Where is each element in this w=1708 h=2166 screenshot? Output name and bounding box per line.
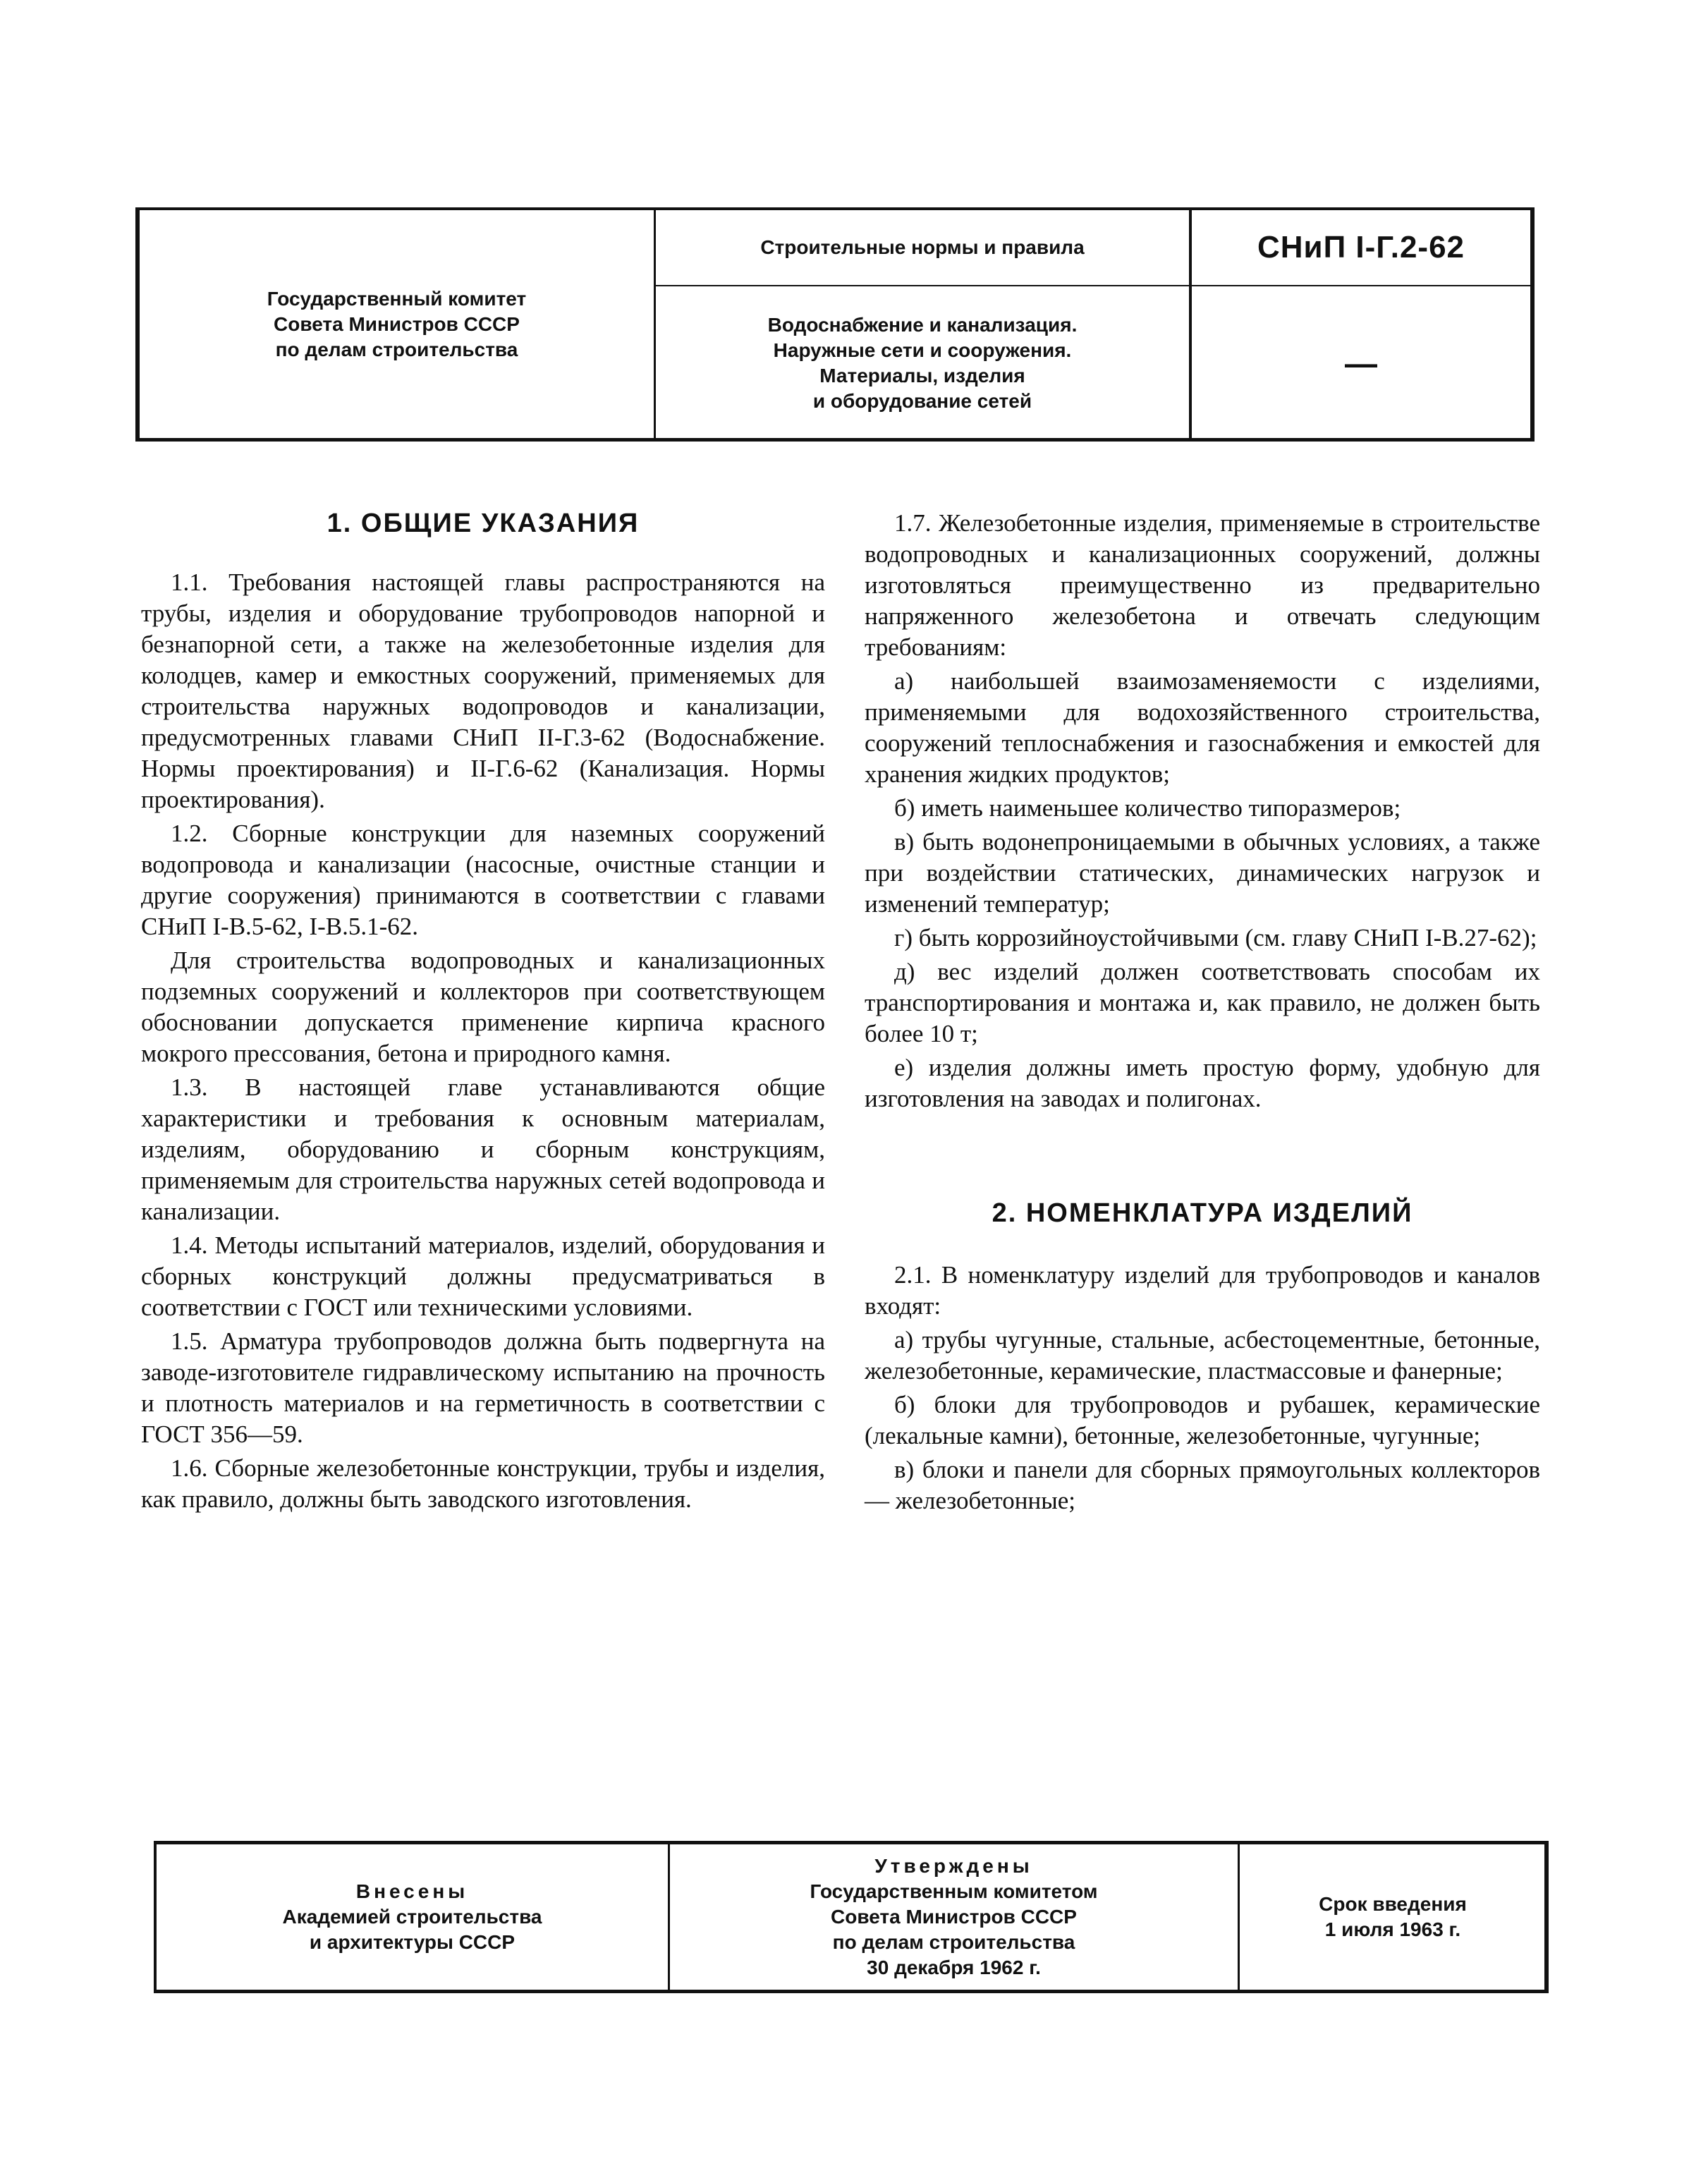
paragraph-1-1: 1.1. Требования настоящей главы распространяются на трубы, изделия и оборудование трубопроводов напорной и безнапорной сети, а также на железобетонные изделия для колодцев, камер и емкостных сооружений, применяемых для строительства наружных водопроводов и канализации, предусмотренных главами СНиП II-Г.3-62 (Водоснабжение. Нормы проектирования) и II-Г.6-62 (Канализация. Нормы проектирования).: [141, 568, 825, 813]
list-item-d: д) вес изделий должен соответствовать способам их транспортирования и монтажа и, как правило, не должен быть более 10 т;: [865, 958, 1540, 1047]
paragraph-1-4: 1.4. Методы испытаний материалов, изделий, оборудования и сборных конструкций должны предусматриваться в соответствии с ГОСТ или техническими условиями.: [141, 1231, 825, 1321]
section-1-title: 1. ОБЩИЕ УКАЗАНИЯ: [327, 509, 640, 538]
introduced-cell: [157, 1844, 670, 1990]
paragraph-1-5: 1.5. Арматура трубопроводов должна быть подвергнута на заводе-изготовителе гидравлическому испытанию на прочность и плотность материалов и на герметичность в соответствии с ГОСТ 356—59.: [141, 1327, 825, 1448]
list-item-e: е) изделия должны иметь простую форму, удобную для изготовления на заводах и полигонах.: [865, 1054, 1540, 1112]
introduced-line: и архитектуры СССР: [309, 1931, 516, 1953]
committee-line: по делам строительства: [275, 338, 518, 360]
subject-line: Водоснабжение и канализация.: [767, 314, 1078, 336]
paragraph-1-3: 1.3. В настоящей главе устанавливаются общие характеристики и требования к основным материалам, изделиям, оборудованию и сборным конструкциям, применяемым для строительства наружных сетей водопровода и канализации.: [141, 1073, 825, 1225]
list-item-v: в) быть водонепроницаемыми в обычных условиях, а также при воздействии статических, динамических нагрузок и изменений температур;: [865, 828, 1540, 918]
approved-cell: [670, 1844, 1240, 1990]
list-item-g: г) быть коррозийноустойчивыми (см. главу СНиП I-В.27-62);: [894, 924, 1537, 951]
document-code: СНиП I-Г.2-62: [1257, 230, 1465, 264]
list-item-2b: б) блоки для трубопроводов и рубашек, керамические (лекальные камни), бетонные, железобетонные, чугунные;: [865, 1391, 1540, 1449]
introduced-label: Внесены: [355, 1880, 469, 1902]
committee-line: Совета Министров СССР: [274, 312, 520, 335]
section-2-title: 2. НОМЕНКЛАТУРА ИЗДЕЛИЙ: [992, 1198, 1413, 1228]
paragraph-1-6: 1.6. Сборные железобетонные конструкции, трубы и изделия, как правило, должны быть заводского изготовления.: [141, 1454, 825, 1513]
right-column: [865, 508, 1540, 1519]
document-subcode-cell: [1192, 286, 1530, 440]
paragraph-1-2-cont: Для строительства водопроводных и канализационных подземных сооружений и коллекторов при соответствующем обосновании допускается применение кирпича красного мокрого прессования, бетона и природного камня.: [141, 947, 825, 1067]
paragraph-2-1: 2.1. В номенклатуру изделий для трубопроводов и каналов входят:: [865, 1261, 1540, 1320]
committee-line: Государственный комитет: [267, 287, 527, 310]
subject-line: Материалы, изделия: [819, 365, 1025, 387]
left-column: [141, 508, 825, 1518]
subject-line: Наружные сети и сооружения.: [773, 339, 1072, 361]
effective-date: 1 июля 1963 г.: [1324, 1918, 1461, 1940]
effective-label: Срок введения: [1319, 1893, 1467, 1915]
approved-line: Совета Министров СССР: [831, 1906, 1077, 1928]
norms-label-cell: [656, 210, 1192, 286]
document-code-cell: [1192, 210, 1530, 286]
issuing-committee: [140, 210, 656, 438]
footer-table: [154, 1841, 1549, 1993]
effective-date-cell: [1240, 1844, 1546, 1990]
approved-line: Государственным комитетом: [810, 1880, 1098, 1902]
norms-label: Строительные нормы и правила: [760, 236, 1085, 258]
list-item-2a: а) трубы чугунные, стальные, асбестоцементные, бетонные, железобетонные, керамические, пластмассовые и фанерные;: [865, 1326, 1540, 1385]
list-item-2v: в) блоки и панели для сборных прямоугольных коллекторов — железобетонные;: [865, 1456, 1540, 1514]
approved-label: Утверждены: [874, 1855, 1033, 1877]
paragraph-1-7: 1.7. Железобетонные изделия, применяемые в строительстве водопроводных и канализационных сооружений, должны изготовляться преимущественно из предварительно напряженного железобетона и отвечать следующим требованиям:: [865, 509, 1540, 661]
document-subcode: —: [1345, 345, 1377, 382]
subject-line: и оборудование сетей: [812, 390, 1032, 412]
list-item-b: б) иметь наименьшее количество типоразмеров;: [894, 794, 1401, 822]
list-item-a: а) наибольшей взаимозаменяемости с изделиями, применяемыми для водохозяйственного строительства, сооружений теплоснабжения и газоснабжения и емкостей для хранения жидких продуктов;: [865, 667, 1540, 788]
subject-cell: [656, 286, 1192, 440]
introduced-line: Академией строительства: [282, 1906, 542, 1928]
paragraph-1-2: 1.2. Сборные конструкции для наземных сооружений водопровода и канализации (насосные, очистные станции и другие сооружения) принимаются в соответствии с главами СНиП I-В.5-62, I-В.5.1-62.: [141, 820, 825, 940]
approved-line: 30 декабря 1962 г.: [867, 1957, 1041, 1978]
header-table: [135, 207, 1535, 442]
approved-line: по делам строительства: [832, 1931, 1075, 1953]
